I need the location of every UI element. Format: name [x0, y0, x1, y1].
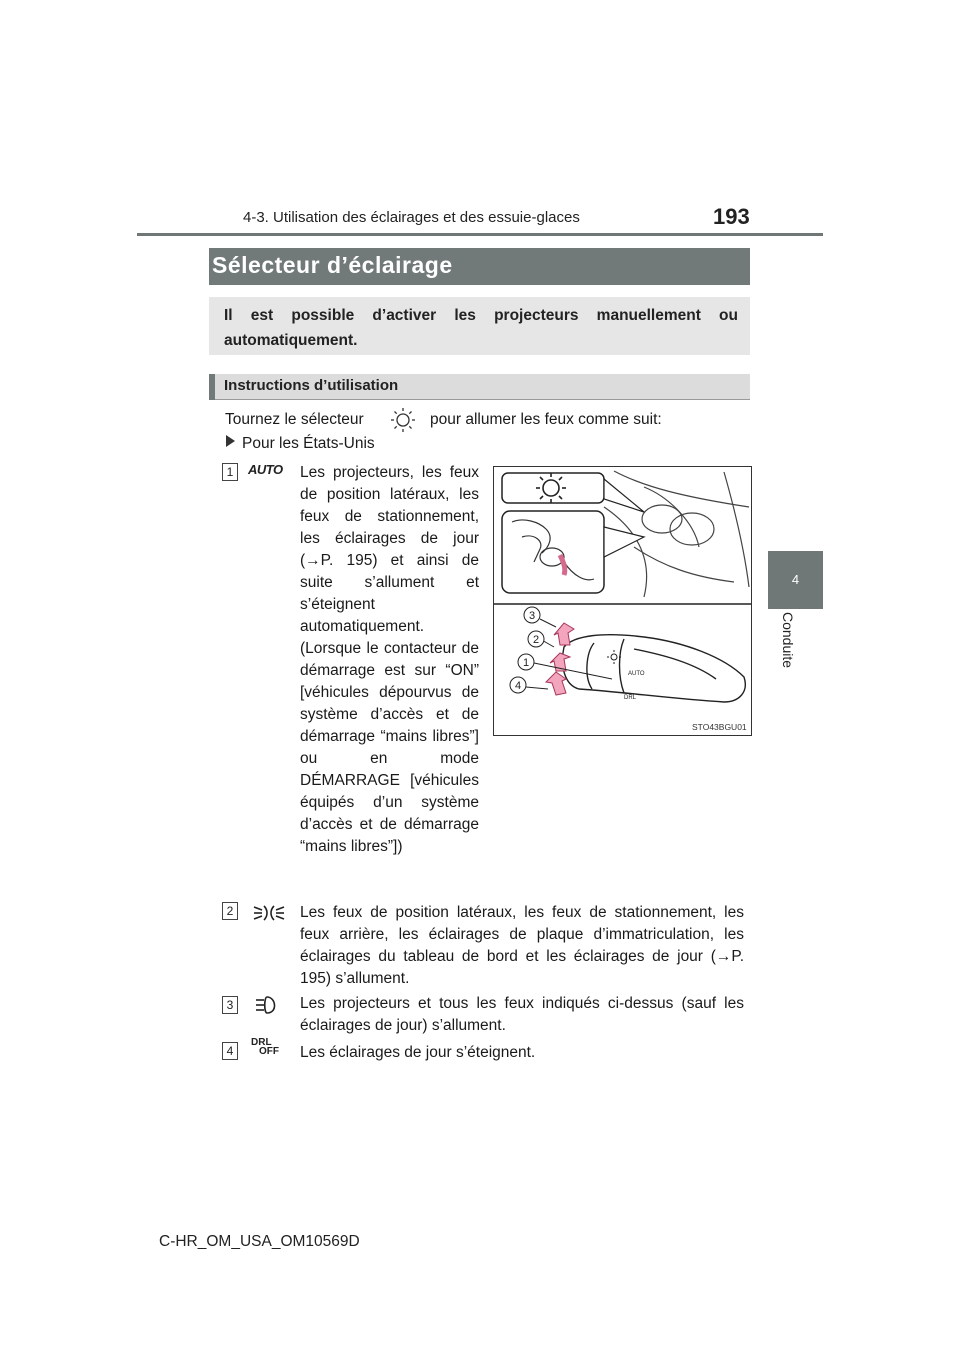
section-reference: 4-3. Utilisation des éclairages et des essuie-glaces — [243, 209, 580, 226]
lever-stalk — [563, 635, 746, 702]
hand-inset — [502, 511, 604, 593]
page-number: 193 — [713, 204, 750, 229]
callout-3: 3 — [528, 610, 536, 622]
instruction-text-before: Tournez le sélecteur — [225, 411, 364, 428]
item-number: 2 — [222, 902, 238, 920]
callout-1: 1 — [522, 657, 530, 669]
page-title: Sélecteur d’éclairage — [212, 252, 453, 278]
instruction-text-after: pour allumer les feux comme suit: — [430, 411, 662, 428]
off-label: OFF — [259, 1046, 279, 1057]
light-switch-illustration — [493, 466, 752, 736]
item-text: Les projecteurs et tous les feux indiqués ci-dessus (sauf les éclairages de jour) s’allument. — [300, 995, 744, 1034]
chapter-tab: 4 — [768, 551, 823, 609]
item-text: Les feux de position latéraux, les feux de stationnement, les feux arrière, les éclairages de plaque d’immatriculation, les éclairages du tableau de bord et les éclairages de jour (→P. 195) s’allument. — [300, 904, 744, 987]
triangle-bullet-icon — [226, 435, 235, 447]
chapter-label: Conduite — [780, 611, 796, 669]
header-rule — [137, 233, 823, 236]
svg-text:DRL: DRL — [624, 695, 637, 701]
figure-code: STO43BGU01 — [692, 722, 747, 732]
region-label: Pour les États-Unis — [242, 435, 375, 452]
drl-label: DRL — [251, 1037, 272, 1048]
auto-icon: AUTO — [248, 462, 283, 477]
item-text: Les projecteurs, les feux de position latéraux, les feux de stationnement, les éclairages de jour (→P. 195) et ainsi de suite s’allument et s’éteignent automatiquement. (Lorsque le contacteur de démarrage est sur “ON” [véhicules dépourvus de système d’accès et de démarrage “mains libres”] ou en mode DÉMARRAGE [véhicules équipés d’un système d’accès et de démarrage “mains libres”]) — [300, 464, 479, 855]
intro-text: Il est possible d’activer les projecteurs manuellement ou automatiquement. — [224, 307, 738, 349]
item-number: 4 — [222, 1042, 238, 1060]
illustration-drawing — [494, 467, 751, 735]
headlight-icon — [254, 994, 280, 1016]
item-number: 1 — [222, 463, 238, 481]
svg-text:AUTO: AUTO — [628, 671, 645, 677]
subsection-heading: Instructions d’utilisation — [224, 377, 399, 394]
parking-lights-icon — [252, 902, 286, 924]
light-switch-icon — [390, 407, 416, 433]
callout-2: 2 — [532, 634, 540, 646]
zoom-box — [502, 473, 604, 503]
item-number: 3 — [222, 996, 238, 1014]
drl-off-icon — [251, 1038, 279, 1056]
subsection-accent — [209, 374, 215, 400]
item-text: Les éclairages de jour s’éteignent. — [300, 1044, 536, 1061]
callout-4: 4 — [514, 680, 522, 692]
document-code: C-HR_OM_USA_OM10569D — [159, 1233, 360, 1250]
figure-callouts — [510, 607, 544, 693]
